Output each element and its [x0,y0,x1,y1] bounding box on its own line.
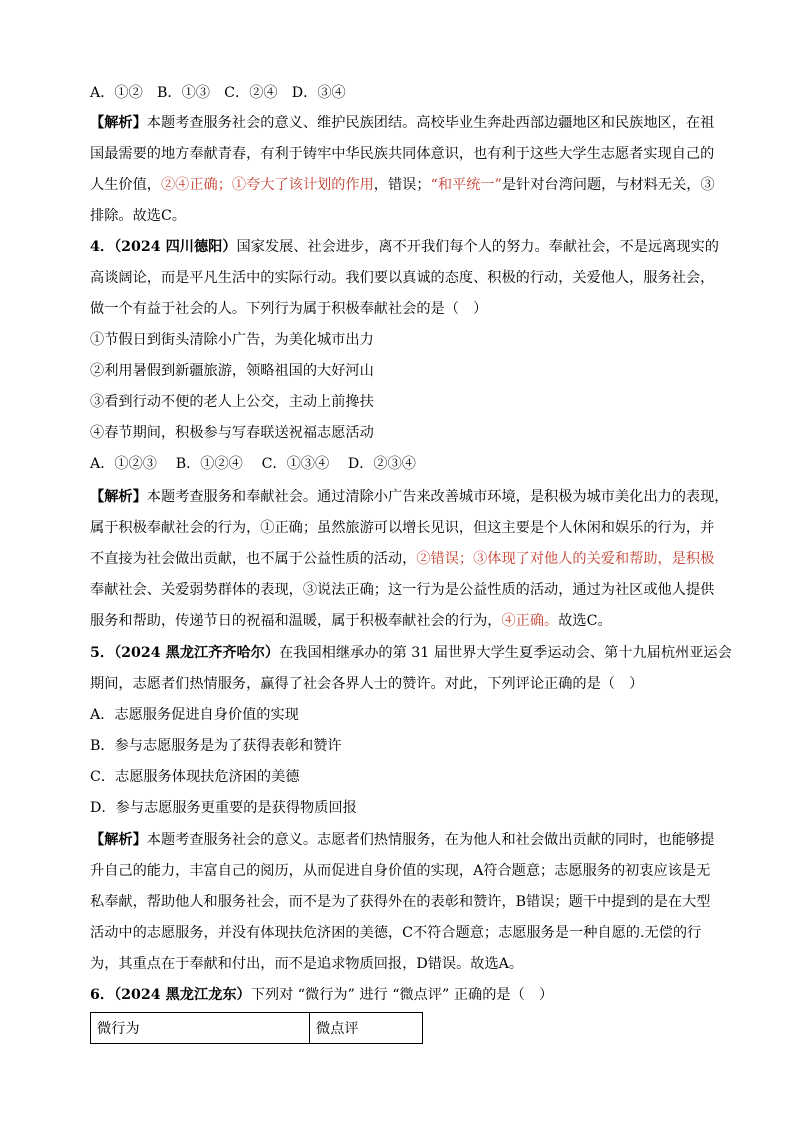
q3-analysis-line-2: 国最需要的地方奉献青春，有利于铸牢中华民族共同体意识，也有利于这些大学生志愿者实现自己的 [90,146,715,162]
q5-option-b: B．参与志愿服务是为了获得表彰和赞许 [90,738,342,754]
q4-item-4: ④春节期间，积极参与写春联送祝福志愿活动 [90,425,374,441]
analysis-tag: 【解析】 [90,489,147,505]
q5-option-a: A．志愿服务促进自身价值的实现 [90,707,299,723]
q3-analysis-line-4: 排除。故选C。 [90,208,186,224]
q4-stem-line-3: 做一个有益于社会的人。下列行为属于积极奉献社会的是（ ） [90,301,488,317]
q4-item-2: ②利用暑假到新疆旅游，领略祖国的大好河山 [90,363,374,379]
table-header-cell: 微行为 [91,1013,310,1044]
q5-analysis-line-4: 活动中的志愿服务，并没有体现扶危济困的美德，C不符合题意；志愿服务是一种自愿的.无偿的行 [90,925,702,941]
q6-table [90,1012,423,1044]
q3-options: A．①② B．①③ C．②④ D．③④ [90,85,346,101]
q3-analysis-line-3: 人生价值，②④正确；①夸大了该计划的作用，错误；“和平统一”是针对台湾问题，与材料无关，③ [90,177,715,193]
q5-analysis-line-3: 私奉献，帮助他人和服务社会，而不是为了获得外在的表彰和赞许，B错误；题干中提到的是在大型 [90,894,711,910]
q4-analysis-line-4: 奉献社会、关爱弱势群体的表现，③说法正确；这一行为是公益性质的活动，通过为社区或他人提供 [90,582,715,598]
table-header-cell: 微点评 [310,1013,423,1044]
q4-analysis-line-1: 【解析】本题考查服务和奉献社会。通过清除小广告来改善城市环境，是积极为城市美化出力的表现， [90,489,729,505]
q4-item-1: ①节假日到街头清除小广告，为美化城市出力 [90,332,374,348]
q4-source: （2024 四川德阳） [114,239,237,255]
q5-source: （2024 黑龙江齐齐哈尔） [114,645,280,661]
table-row [91,1013,423,1044]
q4-stem-line-2: 高谈阔论，而是平凡生活中的实际行动。我们要以真诚的态度、积极的行动，关爱他人，服务社会， [90,270,715,286]
q5-option-d: D．参与志愿服务更重要的是获得物质回报 [90,800,357,816]
analysis-tag: 【解析】 [90,115,147,131]
q4-options: A．①②③ B．①②④ C．①③④ D．②③④ [90,456,416,472]
q3-analysis-line-1: 【解析】本题考查服务社会的意义、维护民族团结。高校毕业生奔赴西部边疆地区和民族地区，在祖 [90,115,715,131]
q5-analysis-line-1: 【解析】本题考查服务社会的意义。志愿者们热情服务，在为他人和社会做出贡献的同时，也能够提 [90,832,715,848]
q4-item-3: ③看到行动不便的老人上公交，主动上前搀扶 [90,394,374,410]
analysis-tag: 【解析】 [90,832,147,848]
q5-analysis-line-2: 升自己的能力，丰富自己的阅历，从而促进自身价值的实现，A符合题意；志愿服务的初衷应该是无 [90,863,711,879]
q6-source: （2024 黑龙江龙东） [114,987,251,1003]
q5-analysis-line-5: 为，其重点在于奉献和付出，而不是追求物质回报，D错误。故选A。 [90,956,524,972]
q4-analysis-line-2: 属于积极奉献社会的行为，①正确；虽然旅游可以增长见识，但这主要是个人休闲和娱乐的行为，并 [90,520,715,536]
q4-analysis-line-3: 不直接为社会做出贡献，也不属于公益性质的活动，②错误；③体现了对他人的关爱和帮助，是积极 [90,551,715,567]
q5-option-c: C．志愿服务体现扶危济困的美德 [90,769,300,785]
q4-stem-line-1: 4．（2024 四川德阳）国家发展、社会进步，离不开我们每个人的努力。奉献社会，不是远离现实的 [90,239,719,255]
q6-stem: 6．（2024 黑龙江龙东）下列对 “微行为” 进行 “微点评” 正确的是（ ） [90,987,554,1003]
q4-analysis-line-5: 服务和帮助，传递节日的祝福和温暖，属于积极奉献社会的行为，④正确。故选C。 [90,613,612,629]
q5-stem-line-1: 5．（2024 黑龙江齐齐哈尔）在我国相继承办的第 31 届世界大学生夏季运动会、第十九届杭州亚运会 [90,645,732,661]
q5-stem-line-2: 期间，志愿者们热情服务，赢得了社会各界人士的赞许。对此，下列评论正确的是（ ） [90,676,644,692]
